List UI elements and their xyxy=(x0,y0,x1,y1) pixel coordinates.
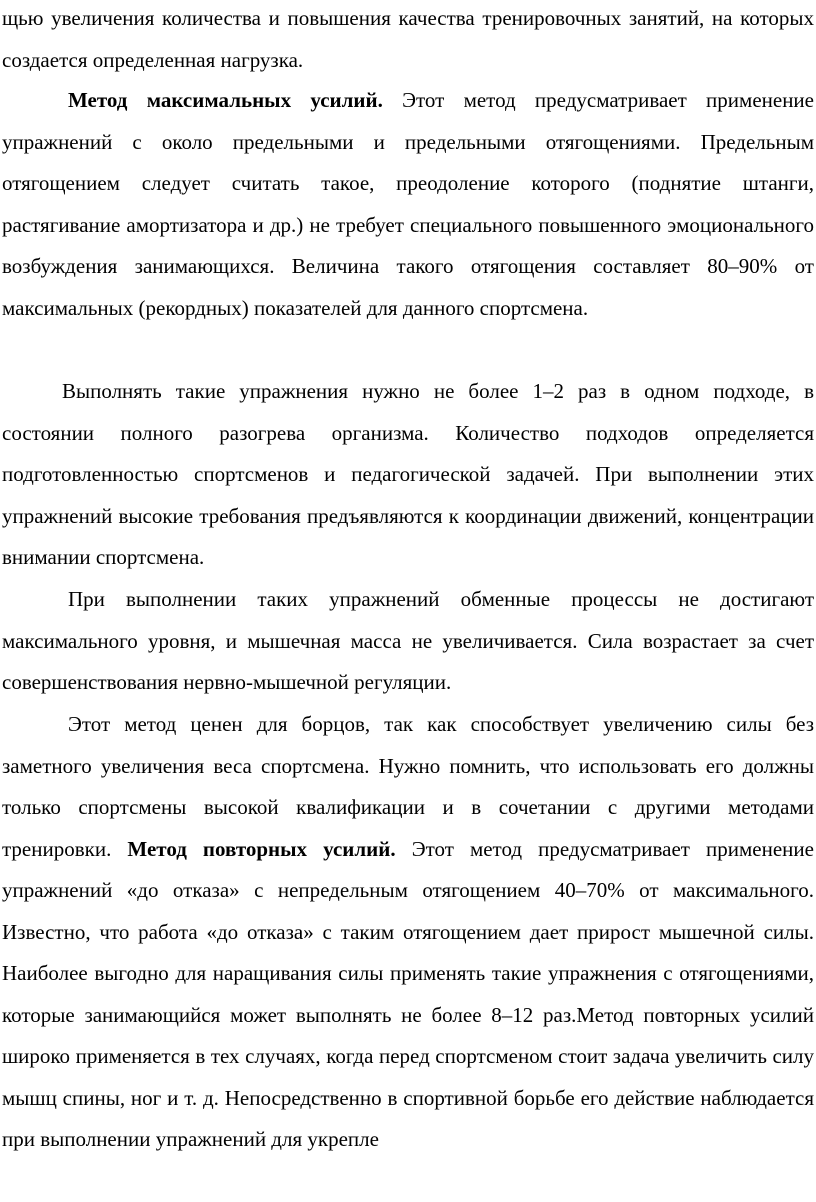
paragraph-execution: Выполнять такие упражнения нужно не более 1–2 раз в одном подходе, в состоянии полного разогрева организма. Количество подходов определяется подготовленностью спортсменов и педагогической задачей. При выполнении этих упражнений высокие требования предъявляются к координации движений, концентрации внимании спортсмена. xyxy=(2,379,814,569)
paragraph-metabolism: При выполнении таких упражнений обменные процессы не достигают максимального уровня, и мышечная масса не увеличивается. Сила возрастает за счет совершенствования нервно-мышечной регуляции. xyxy=(2,587,814,694)
max-effort-description: Этот метод предусматривает применение упражнений с около предельными и предельными отягощениями. Предельным отягощением следует считать такое, преодоление которого (поднятие штанги, растягивание амортизатора и др.) не требует специального повышенного эмоционального возбуждения занимающихся. Величина такого отягощения составляет 80–90% от максимальных (рекордных) показателей для данного спортсмена. xyxy=(2,88,814,320)
heading-repeated-effort-method: Метод повторных усилий. xyxy=(127,836,396,861)
heading-max-effort-method: Метод максимальных усилий. xyxy=(68,88,383,112)
paragraph-max-effort-method xyxy=(2,80,814,329)
paragraph-repeated-effort-method xyxy=(2,704,814,1161)
repeated-effort-continuation: Метод повторных усилий широко применяется в тех случаях, когда перед спортсменом стоит задача увеличить силу мышц спины, ног и т. д. Непосредственно в спортивной борьбе его действие наблюдается при выполнении упражнений для укрепле xyxy=(2,1002,815,1151)
paragraph-intro: щью увеличения количества и повышения качества тренировочных занятий, на которых создается определенная нагрузка. xyxy=(2,6,814,72)
wrestlers-text: Этот метод ценен для борцов, так как способствует увеличению силы без заметного увеличения веса спортсмена. Нужно помнить, что использовать его должны только спортсмены высокой квалификации и в сочетании с другими методами тренировки. xyxy=(2,712,814,861)
repeated-effort-description: Этот метод предусматривает применение упражнений «до отказа» с непредельным отягощением 40–70% от максимального. Известно, что работа «до отказа» с таким отягощением дает прирост мышечной силы. Наиболее выгодно для наращивания силы применять такие упражнения с отягощениями, которые занимающийся может выполнять не более 8–12 раз. xyxy=(2,836,814,1027)
